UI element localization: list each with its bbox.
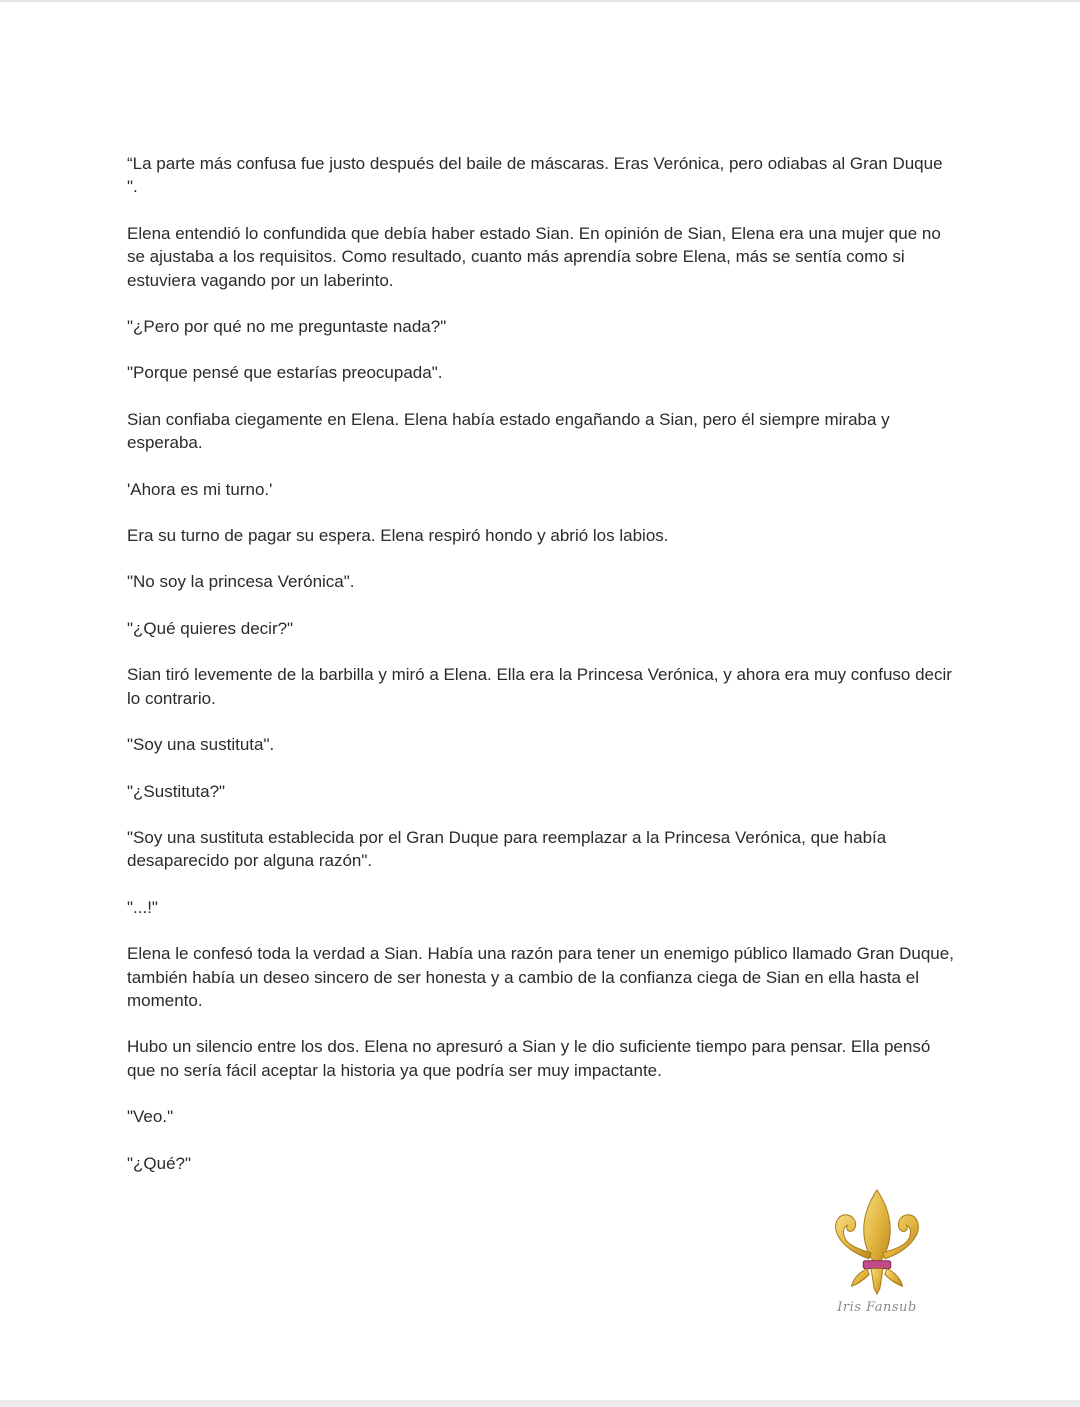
paragraph: "¿Pero por qué no me preguntaste nada?" bbox=[127, 317, 447, 337]
paragraph: Elena le confesó toda la verdad a Sian. Había una razón para tener un enemigo público llamado Gran Duque, también había un deseo sincero de ser honesta y a cambio de la confianza ciega de Sian en ella hasta el momento. bbox=[127, 944, 954, 1010]
top-edge bbox=[0, 0, 1080, 2]
watermark-signature: Iris Fansub bbox=[837, 1300, 917, 1315]
paragraph: “La parte más confusa fue justo después del baile de máscaras. Eras Verónica, pero odiabas al Gran Duque ". bbox=[127, 154, 943, 197]
paragraph: "...!" bbox=[127, 897, 158, 917]
paragraph: Sian confiaba ciegamente en Elena. Elena había estado engañando a Sian, pero él siempre miraba y esperaba. bbox=[127, 409, 890, 453]
paragraph: Elena entendió lo confundida que debía haber estado Sian. En opinión de Sian, Elena era una mujer que no se ajustaba a los requisitos. Como resultado, cuanto más aprendía sobre Elena, más se sentía como si estuviera vagando por un laberinto. bbox=[127, 223, 941, 290]
paragraph: Era su turno de pagar su espera. Elena respiró hondo y abrió los labios. bbox=[127, 526, 669, 546]
paragraph: Sian tiró levemente de la barbilla y miró a Elena. Ella era la Princesa Verónica, y ahora era muy confuso decir lo contrario. bbox=[127, 665, 952, 708]
paragraph: Hubo un silencio entre los dos. Elena no apresuró a Sian y le dio suficiente tiempo para pensar. Ella pensó que no sería fácil aceptar la historia ya que podría ser muy impactante. bbox=[127, 1037, 931, 1080]
paragraph: "Veo." bbox=[127, 1107, 174, 1127]
paragraph: "¿Qué quieres decir?" bbox=[127, 618, 294, 638]
paragraph: 'Ahora es mi turno.' bbox=[127, 479, 273, 499]
bottom-edge bbox=[0, 1400, 1080, 1407]
paragraph: "Soy una sustituta". bbox=[127, 735, 275, 755]
document-body bbox=[127, 152, 957, 1198]
paragraph: "Porque pensé que estarías preocupada". bbox=[127, 363, 443, 383]
paragraph: "¿Sustituta?" bbox=[127, 781, 226, 801]
paragraph: "Soy una sustituta establecida por el Gran Duque para reemplazar a la Princesa Verónica, que había desaparecido por alguna razón". bbox=[127, 827, 887, 871]
paragraph: "¿Qué?" bbox=[127, 1153, 192, 1173]
paragraph: "No soy la princesa Verónica". bbox=[127, 572, 355, 592]
